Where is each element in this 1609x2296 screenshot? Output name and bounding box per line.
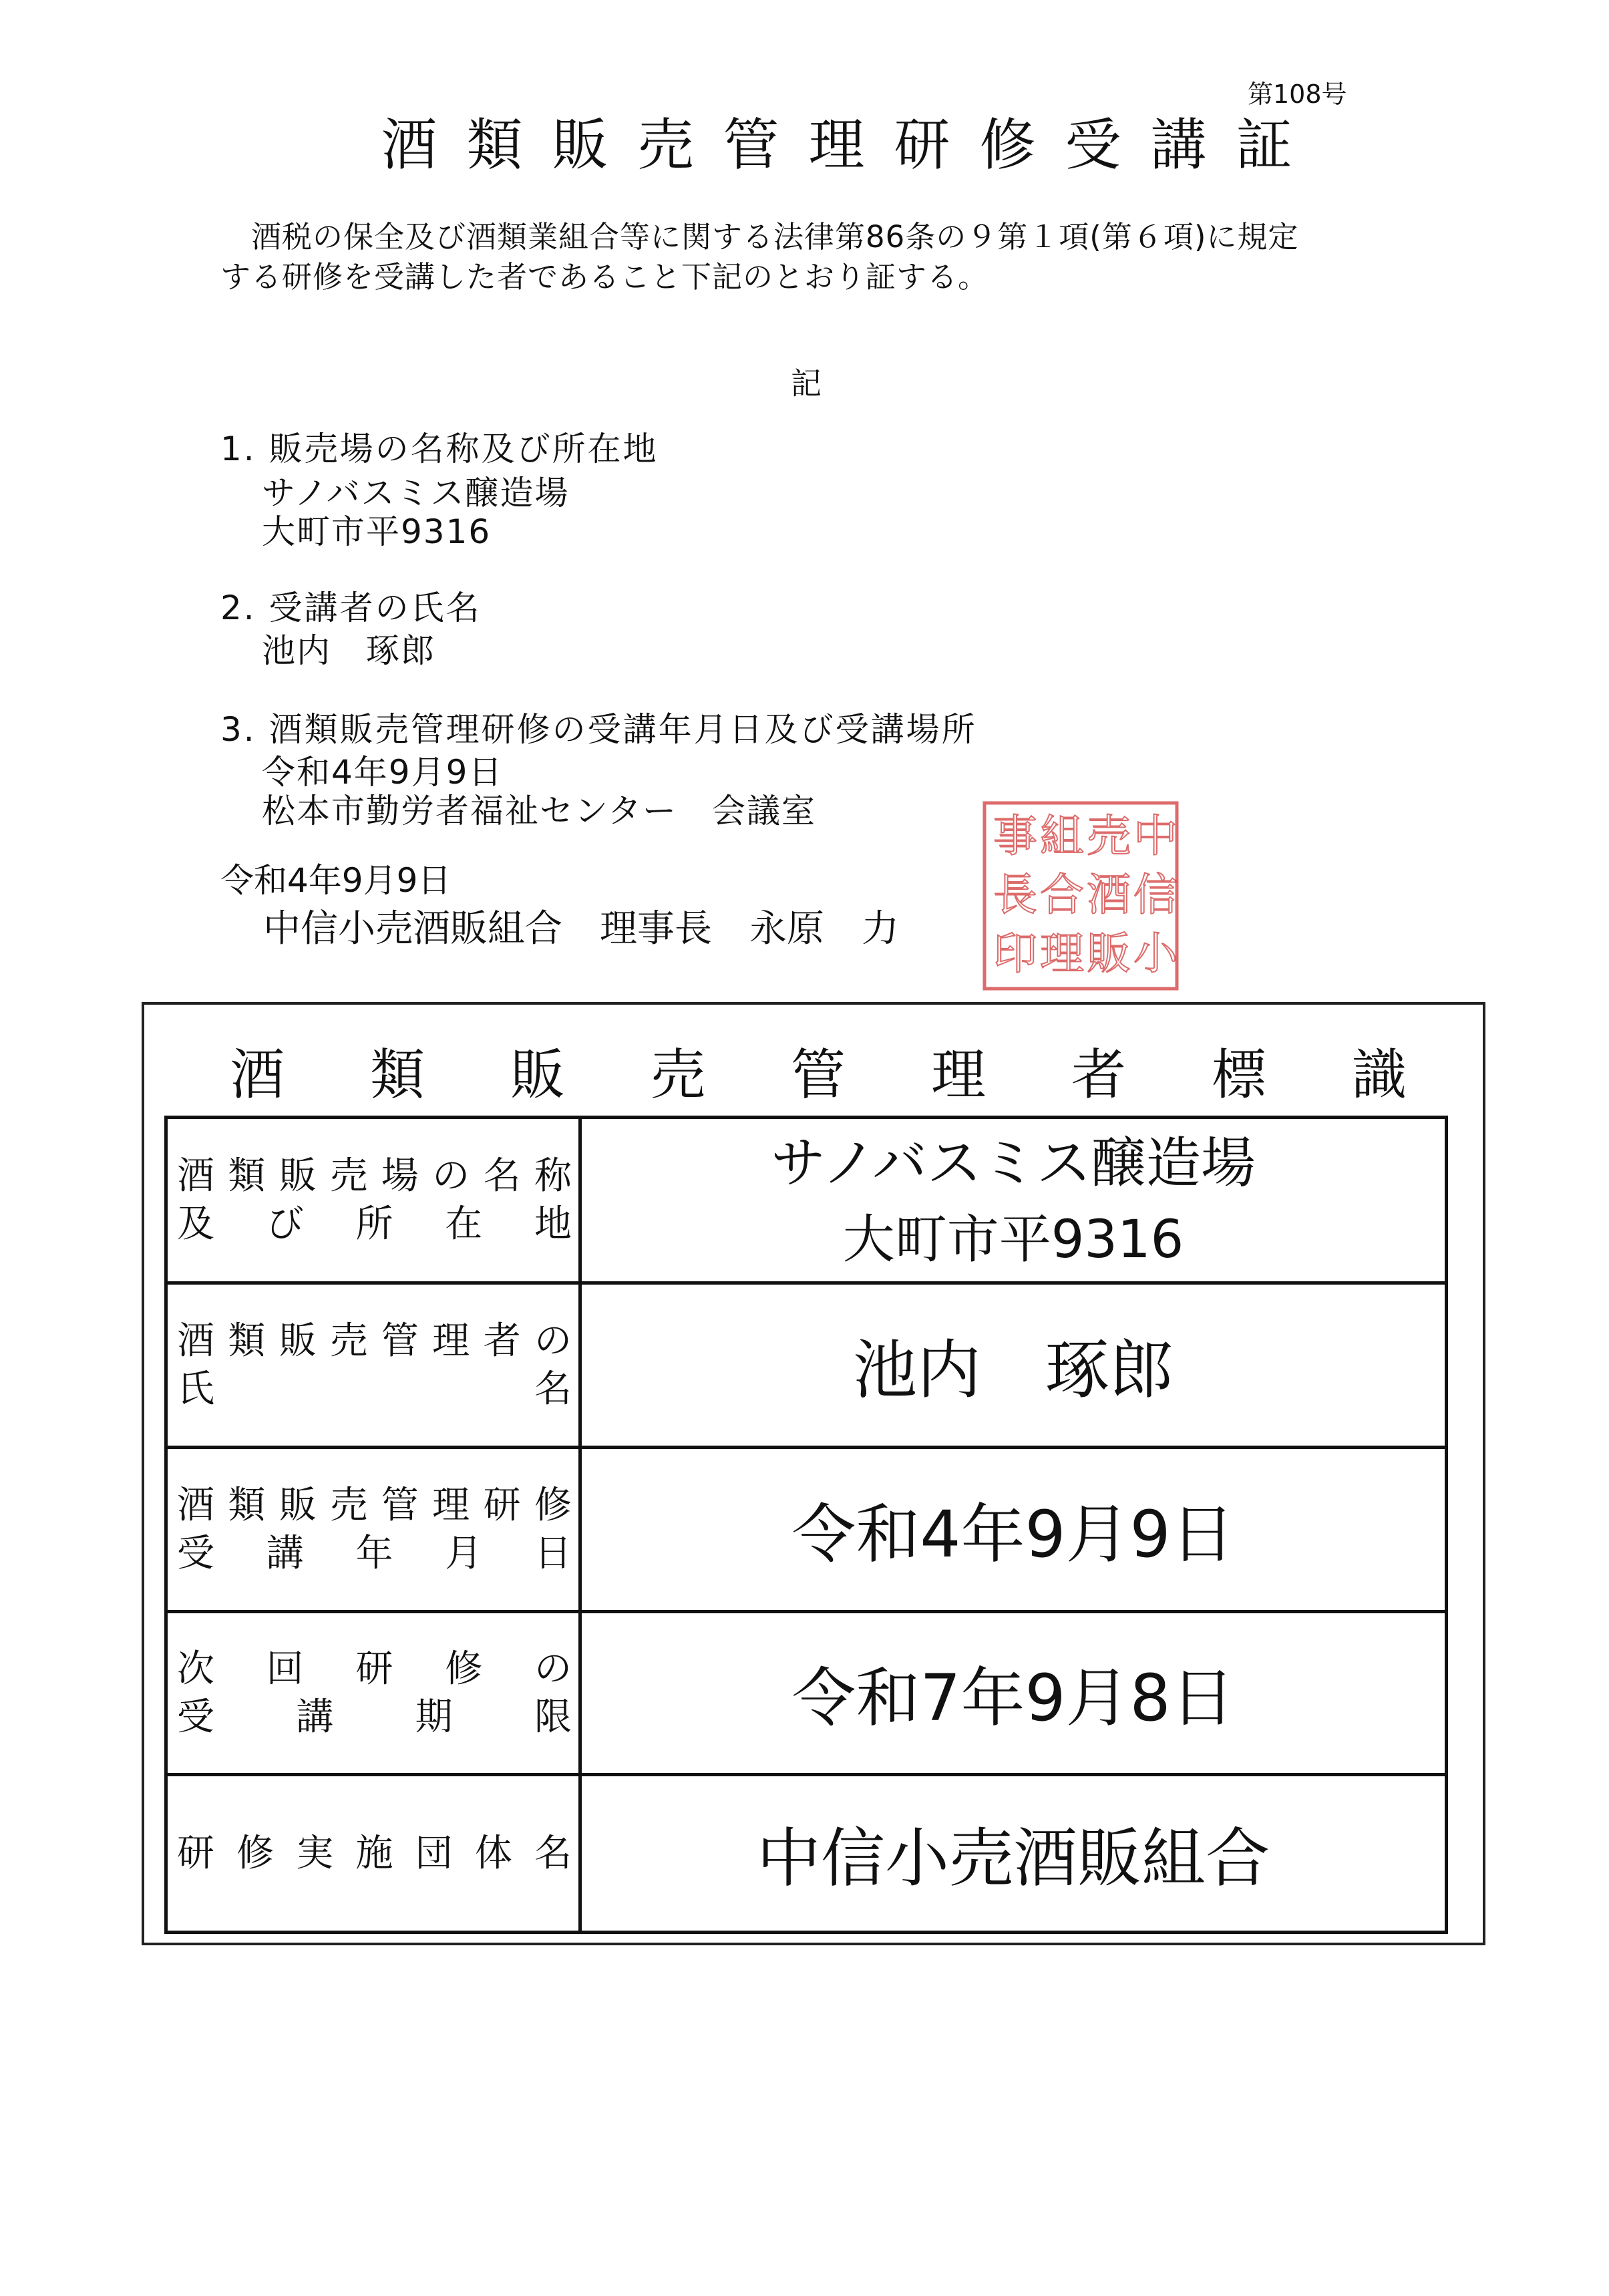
value-store-address: 大町市平9316 bbox=[842, 1209, 1184, 1270]
seal-glyph: 中 bbox=[1133, 810, 1178, 862]
certificate-title: 酒類販売管理研修受講証 bbox=[381, 112, 1322, 178]
label-store bbox=[166, 1118, 580, 1283]
section-1-address: 大町市平9316 bbox=[262, 512, 492, 551]
value-training-date-text: 令和4年9月9日 bbox=[791, 1497, 1235, 1572]
label-manager bbox=[166, 1283, 580, 1448]
document-number: 第108号 bbox=[1248, 79, 1347, 109]
placard-title: 酒類販売管理者標識 bbox=[230, 1043, 1493, 1107]
value-store bbox=[580, 1118, 1447, 1283]
seal-glyph: 酒 bbox=[1087, 869, 1131, 921]
section-2-attendee-name: 池内 琢郎 bbox=[262, 631, 435, 670]
value-next-deadline-text: 令和7年9月8日 bbox=[791, 1661, 1235, 1736]
seal-glyph: 印 bbox=[993, 928, 1037, 979]
label-next-deadline-line-2: 受講期限 bbox=[177, 1695, 572, 1739]
section-3-place: 松本市勤労者福祉センター 会議室 bbox=[262, 792, 816, 830]
seal-glyph: 理 bbox=[1040, 928, 1084, 979]
placard-row-organization bbox=[166, 1775, 1447, 1933]
seal-glyph: 小 bbox=[1133, 928, 1178, 979]
label-store-line-2: 及び所在地 bbox=[177, 1202, 572, 1246]
label-training-date bbox=[166, 1448, 580, 1612]
seal-glyph: 事 bbox=[993, 810, 1037, 862]
label-store-line-1: 酒類販売場の名称 bbox=[177, 1154, 572, 1198]
intro-text-line-1: 酒税の保全及び酒類業組合等に関する法律第86条の９第１項(第６項)に規定 bbox=[251, 219, 1299, 255]
label-training-date-line-1: 酒類販売管理研修 bbox=[177, 1483, 572, 1527]
value-organization-text: 中信小売酒販組合 bbox=[757, 1821, 1270, 1896]
value-training-date bbox=[580, 1448, 1447, 1612]
value-next-deadline bbox=[580, 1612, 1447, 1775]
placard-row-next-deadline bbox=[166, 1612, 1447, 1775]
value-manager-name: 池内 琢郎 bbox=[853, 1333, 1174, 1408]
value-manager bbox=[580, 1283, 1447, 1448]
label-next-deadline bbox=[166, 1612, 580, 1775]
issue-date: 令和4年9月9日 bbox=[220, 861, 452, 900]
value-organization bbox=[580, 1775, 1447, 1933]
label-manager-line-2: 氏名 bbox=[177, 1367, 572, 1411]
issuer-signature: 中信小売酒販組合 理事長 永原 力 bbox=[263, 907, 899, 951]
seal-glyph: 販 bbox=[1087, 928, 1131, 979]
seal-glyph: 組 bbox=[1040, 810, 1084, 862]
intro-text-line-2: する研修を受講した者であること下記のとおり証する。 bbox=[220, 259, 989, 295]
seal-glyph: 売 bbox=[1087, 810, 1131, 862]
placard-row-store bbox=[166, 1118, 1447, 1283]
section-1-heading: 1. 販売場の名称及び所在地 bbox=[220, 430, 659, 468]
label-next-deadline-line-1: 次回研修の bbox=[177, 1647, 572, 1691]
label-manager-line-1: 酒類販売管理者の bbox=[177, 1319, 572, 1363]
label-training-date-line-2: 受講年月日 bbox=[177, 1531, 572, 1575]
label-organization bbox=[166, 1775, 580, 1933]
seal-glyph: 合 bbox=[1040, 869, 1084, 921]
placard-row-training-date bbox=[166, 1448, 1447, 1612]
placard-table bbox=[164, 1116, 1448, 1934]
section-3-heading: 3. 酒類販売管理研修の受講年月日及び受講場所 bbox=[220, 710, 977, 749]
seal-glyph: 長 bbox=[993, 869, 1037, 921]
placard-row-manager bbox=[166, 1283, 1447, 1448]
ki-heading: 記 bbox=[791, 365, 822, 401]
official-seal-stamp bbox=[980, 799, 1181, 993]
section-3-date: 令和4年9月9日 bbox=[262, 753, 504, 792]
section-1-store-name: サノバスミス醸造場 bbox=[262, 474, 570, 512]
section-2-heading: 2. 受講者の氏名 bbox=[220, 589, 482, 627]
liquor-sales-manager-sign bbox=[142, 1002, 1493, 1945]
seal-glyph: 信 bbox=[1133, 869, 1178, 921]
label-organization-line-1: 研修実施団体名 bbox=[177, 1831, 572, 1875]
value-store-name: サノバスミス醸造場 bbox=[771, 1131, 1256, 1195]
